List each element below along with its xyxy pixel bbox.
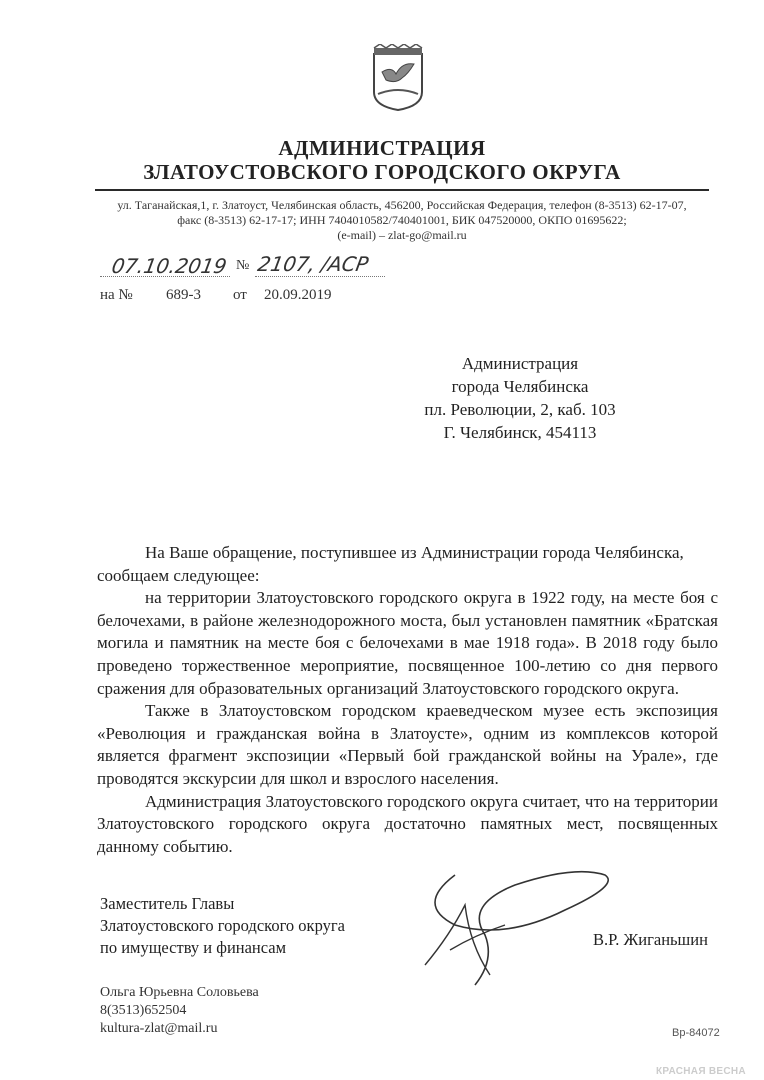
body-paragraph: на территории Златоустовского городского округа в 1922 году, на месте боя с белочехами, в районе железнодорожного моста, был установлен памятник «Братская могила и памятник на месте боя с белочехами в мае 1918 года». В 2018 году было проведено торжественное мероприятие, посвященное 100-летию со дня первого сражения для образовательных организаций Златоустовского городского округа. bbox=[97, 588, 718, 698]
signer-name: В.Р. Жиганьшин bbox=[593, 930, 708, 949]
body-paragraph: На Ваше обращение, поступившее из Администрации города Челябинска, bbox=[145, 543, 684, 562]
contact-address: ул. Таганайская,1, г. Златоуст, Челябинская область, 456200, Российская Федерация, телефон (8-3513) 62-17-07, bbox=[117, 198, 687, 212]
document-code: Вр-84072 bbox=[672, 1027, 720, 1039]
body-paragraph: Администрация Златоустовского городского округа считает, что на территории Златоустовского городского округа достаточно памятных мест, посвященных данному событию. bbox=[97, 791, 718, 856]
addressee-line: Г. Челябинск, 454113 bbox=[443, 423, 597, 442]
contact-requisites: факс (8-3513) 62-17-17; ИНН 7404010582/740401001, БИК 047520000, ОКПО 01695622; bbox=[177, 213, 627, 227]
signer-title: Златоустовского городского округа bbox=[100, 916, 345, 935]
signer-title: по имуществу и финансам bbox=[100, 938, 287, 957]
addressee-line: Администрация bbox=[461, 354, 579, 373]
reference-date-label: от bbox=[233, 287, 247, 303]
number-fill-line bbox=[255, 276, 385, 277]
reference-number: 689-3 bbox=[166, 287, 201, 303]
addressee-line: пл. Революции, 2, каб. 103 bbox=[424, 400, 616, 419]
body-paragraph: сообщаем следующее: bbox=[97, 565, 260, 585]
letter-body bbox=[97, 542, 718, 858]
addressee-line: города Челябинска bbox=[451, 377, 589, 396]
executor-phone: 8(3513)652504 bbox=[100, 1003, 187, 1018]
contact-email: (e-mail) – zlat-go@mail.ru bbox=[337, 228, 467, 242]
executor-email: kultura-zlat@mail.ru bbox=[100, 1021, 218, 1036]
coat-of-arms-icon bbox=[368, 44, 428, 112]
organization-title: АДМИНИСТРАЦИЯ bbox=[278, 136, 486, 160]
reference-date: 20.09.2019 bbox=[264, 287, 332, 303]
header-divider bbox=[95, 189, 709, 191]
outgoing-date: 07.10.2019 bbox=[109, 254, 229, 278]
date-fill-line bbox=[100, 276, 230, 277]
outgoing-number-label: № bbox=[236, 258, 250, 273]
organization-subtitle: ЗЛАТОУСТОВСКОГО ГОРОДСКОГО ОКРУГА bbox=[143, 160, 621, 184]
reference-label: на № bbox=[100, 287, 133, 303]
executor-name: Ольга Юрьевна Соловьева bbox=[100, 985, 259, 1000]
body-paragraph: Также в Златоустовском городском краеведческом музее есть экспозиция «Революция и гражданская война в Златоусте», одним из комплексов которой является фрагмент экспозиции «Первый бой гражданской войны на Урале», где проводятся экскурсии для школ и взрослого населения. bbox=[97, 701, 718, 788]
watermark: КРАСНАЯ ВЕСНА bbox=[656, 1066, 746, 1077]
signer-title: Заместитель Главы bbox=[100, 894, 235, 913]
outgoing-number: 2107, /АСР bbox=[255, 252, 371, 276]
